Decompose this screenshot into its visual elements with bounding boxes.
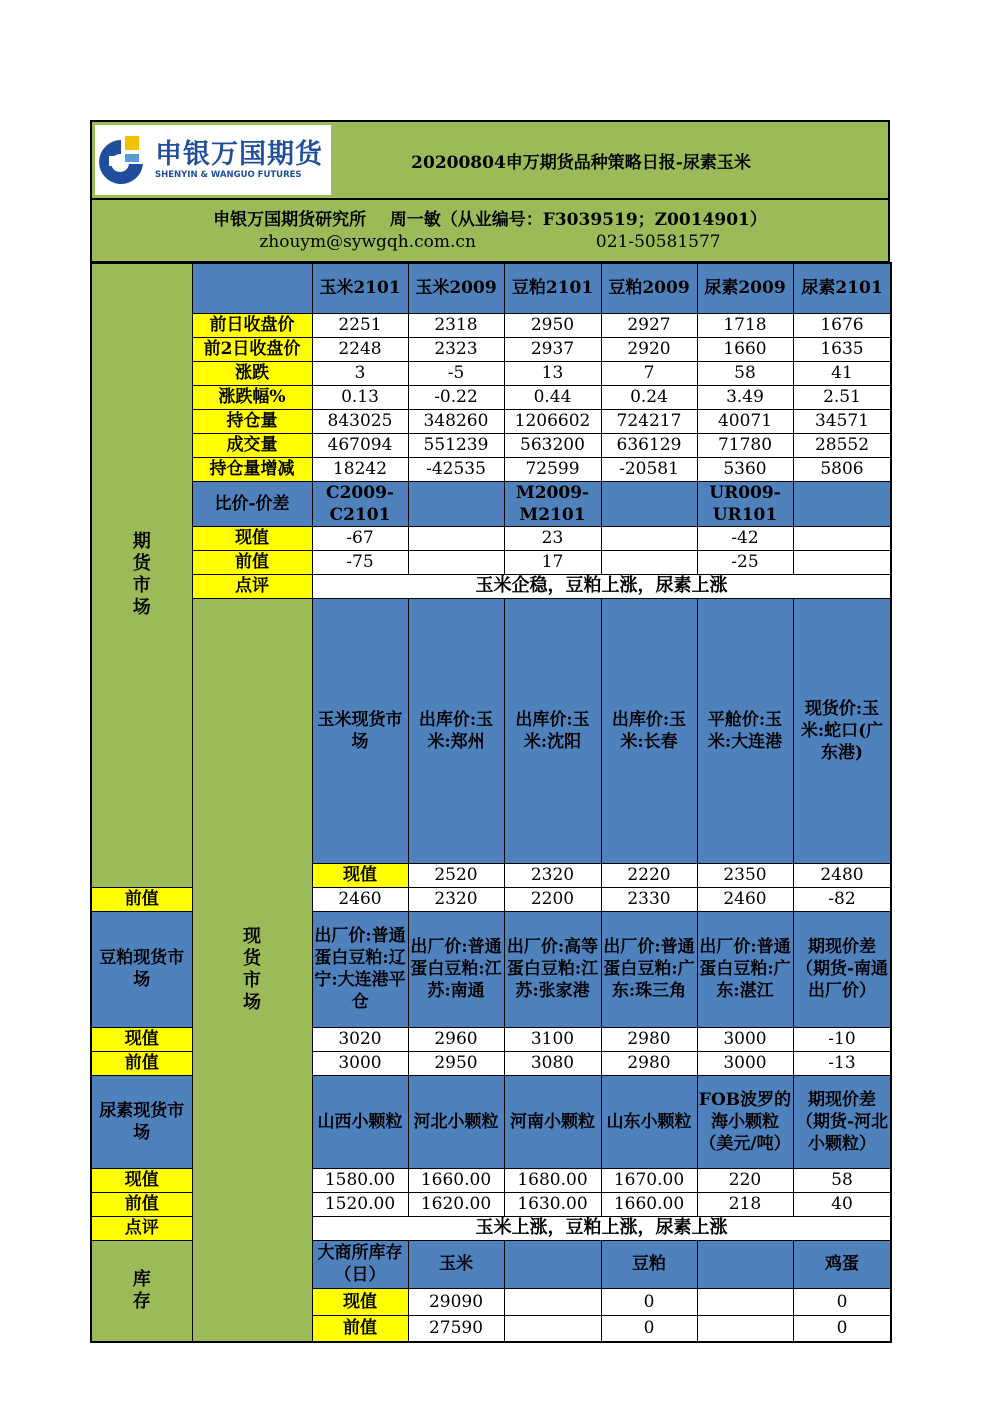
table-cell: 1676	[793, 313, 891, 337]
column-header: 豆粕2009	[601, 263, 697, 313]
table-cell	[793, 550, 891, 574]
table-cell	[504, 1315, 601, 1342]
table-cell: 563200	[504, 433, 601, 457]
column-header: 尿素2101	[793, 263, 891, 313]
table-cell: 2350	[697, 863, 793, 887]
column-header	[793, 481, 891, 526]
row-label: 前日收盘价	[192, 313, 312, 337]
table-cell: 3020	[312, 1027, 408, 1051]
column-header: 出库价:玉米:沈阳	[504, 598, 601, 863]
table-cell: 2960	[408, 1027, 504, 1051]
table-cell: 71780	[697, 433, 793, 457]
table-cell: 2248	[312, 337, 408, 361]
table-cell: 23	[504, 526, 601, 550]
column-header: 出库价:玉米:长春	[601, 598, 697, 863]
header-row	[91, 598, 891, 863]
company-logo	[95, 125, 331, 195]
table-cell: 2920	[601, 337, 697, 361]
row-label: 现值	[312, 1288, 408, 1315]
author-email: zhouym@sywgqh.com.cn	[259, 231, 476, 252]
table-row	[91, 457, 891, 481]
table-cell: 5806	[793, 457, 891, 481]
table-cell	[601, 550, 697, 574]
column-header: 山西小颗粒	[312, 1075, 408, 1168]
table-cell: 0	[601, 1288, 697, 1315]
table-cell: 1670.00	[601, 1168, 697, 1192]
column-header	[408, 481, 504, 526]
table-cell: 1580.00	[312, 1168, 408, 1192]
author-line: 申银万国期货研究所 周一敏（从业编号：F3039519；Z0014901）	[213, 209, 767, 230]
row-label: 比价-价差	[192, 481, 312, 526]
author-info	[90, 200, 890, 262]
table-cell: 2460	[697, 887, 793, 911]
column-header: 出库价:玉米:郑州	[408, 598, 504, 863]
table-row	[91, 361, 891, 385]
row-label: 前值	[192, 550, 312, 574]
table-cell: 348260	[408, 409, 504, 433]
logo-mark-icon	[95, 134, 151, 186]
table-cell: 2520	[408, 863, 504, 887]
row-label: 涨跌	[192, 361, 312, 385]
table-cell: 1630.00	[504, 1192, 601, 1216]
column-header	[697, 1240, 793, 1288]
table-cell: -20581	[601, 457, 697, 481]
table-cell	[697, 1288, 793, 1315]
column-header: 玉米2009	[408, 263, 504, 313]
report-header	[90, 120, 890, 200]
column-header: 鸡蛋	[793, 1240, 891, 1288]
table-cell: 29090	[408, 1288, 504, 1315]
column-header: 河南小颗粒	[504, 1075, 601, 1168]
table-row	[91, 433, 891, 457]
table-cell: -67	[312, 526, 408, 550]
column-header	[504, 1240, 601, 1288]
table-cell: 843025	[312, 409, 408, 433]
table-row	[91, 409, 891, 433]
row-label: 大商所库存（日）	[312, 1240, 408, 1288]
table-cell: 2927	[601, 313, 697, 337]
table-cell: 220	[697, 1168, 793, 1192]
table-cell: 1620.00	[408, 1192, 504, 1216]
column-header: UR009-UR101	[697, 481, 793, 526]
column-header: C2009-C2101	[312, 481, 408, 526]
table-cell	[408, 526, 504, 550]
table-cell: 40	[793, 1192, 891, 1216]
column-header: M2009-M2101	[504, 481, 601, 526]
section-inventory: 库 存	[91, 1240, 192, 1342]
section-spot: 现 货 市 场	[192, 598, 312, 1342]
logo-english-text: SHENYIN & WANGUO FUTURES	[155, 169, 302, 180]
comment-text: 玉米上涨，豆粕上涨，尿素上涨	[312, 1216, 891, 1240]
report-sheet	[90, 120, 890, 1343]
author-phone: 021-50581577	[595, 231, 721, 252]
table-cell: -0.22	[408, 385, 504, 409]
table-cell: 5360	[697, 457, 793, 481]
table-cell: 18242	[312, 457, 408, 481]
table-cell: 3000	[697, 1027, 793, 1051]
row-label: 持仓量增减	[192, 457, 312, 481]
row-label: 玉米现货市场	[312, 598, 408, 863]
table-cell: 0	[601, 1315, 697, 1342]
row-label: 前值	[91, 1192, 192, 1216]
table-cell: 1660	[697, 337, 793, 361]
column-header: 出厂价:普通蛋白豆粕:江苏:南通	[408, 911, 504, 1027]
column-header	[601, 481, 697, 526]
section-futures: 期 货 市 场	[91, 263, 192, 887]
table-cell: 28552	[793, 433, 891, 457]
table-cell: 72599	[504, 457, 601, 481]
table-cell: 1206602	[504, 409, 601, 433]
comment-row	[91, 574, 891, 598]
table-cell: 0.44	[504, 385, 601, 409]
table-cell: 7	[601, 361, 697, 385]
table-cell: 27590	[408, 1315, 504, 1342]
table-cell: 2950	[504, 313, 601, 337]
row-label: 现值	[91, 1168, 192, 1192]
table-cell: -10	[793, 1027, 891, 1051]
column-header: 豆粕2101	[504, 263, 601, 313]
comment-text: 玉米企稳，豆粕上涨，尿素上涨	[312, 574, 891, 598]
row-label: 前值	[91, 887, 192, 911]
logo-chinese-text: 申银万国期货	[155, 138, 323, 170]
table-cell	[793, 526, 891, 550]
column-header: 出厂价:普通蛋白豆粕:辽宁:大连港平仓	[312, 911, 408, 1027]
table-cell: -5	[408, 361, 504, 385]
column-header: 豆粕	[601, 1240, 697, 1288]
row-label: 前2日收盘价	[192, 337, 312, 361]
table-row	[91, 526, 891, 550]
column-header: 玉米	[408, 1240, 504, 1288]
table-cell: 2251	[312, 313, 408, 337]
row-label: 涨跌幅%	[192, 385, 312, 409]
table-cell: 1635	[793, 337, 891, 361]
table-cell: 2320	[504, 863, 601, 887]
column-header: 玉米2101	[312, 263, 408, 313]
table-cell	[601, 526, 697, 550]
table-cell: 2980	[601, 1051, 697, 1075]
table-cell: 40071	[697, 409, 793, 433]
table-cell: 2318	[408, 313, 504, 337]
table-cell: 2.51	[793, 385, 891, 409]
data-table	[90, 262, 892, 1343]
table-cell	[697, 1315, 793, 1342]
table-cell: 1660.00	[601, 1192, 697, 1216]
column-header: 尿素2009	[697, 263, 793, 313]
table-cell: 3	[312, 361, 408, 385]
table-cell: 636129	[601, 433, 697, 457]
header-row	[91, 263, 891, 313]
table-cell: 13	[504, 361, 601, 385]
table-cell: -82	[793, 887, 891, 911]
row-label: 现值	[91, 1027, 192, 1051]
table-cell: 2980	[601, 1027, 697, 1051]
table-cell: 2220	[601, 863, 697, 887]
row-label: 成交量	[192, 433, 312, 457]
row-label: 豆粕现货市场	[91, 911, 192, 1027]
column-header: 河北小颗粒	[408, 1075, 504, 1168]
table-cell: 0.13	[312, 385, 408, 409]
comment-label: 点评	[91, 1216, 192, 1240]
header-row	[91, 481, 891, 526]
table-cell: 2330	[601, 887, 697, 911]
column-header: 出厂价:高等蛋白豆粕:江苏:张家港	[504, 911, 601, 1027]
row-label: 现值	[312, 863, 408, 887]
table-cell: -42	[697, 526, 793, 550]
table-cell: 0	[793, 1315, 891, 1342]
table-cell: 2320	[408, 887, 504, 911]
comment-label: 点评	[192, 574, 312, 598]
table-row	[91, 385, 891, 409]
table-cell: 2200	[504, 887, 601, 911]
table-cell: 551239	[408, 433, 504, 457]
table-cell	[504, 1288, 601, 1315]
table-cell: 0	[793, 1288, 891, 1315]
column-header: 山东小颗粒	[601, 1075, 697, 1168]
table-cell: 3000	[312, 1051, 408, 1075]
table-cell: 1660.00	[408, 1168, 504, 1192]
row-label: 前值	[91, 1051, 192, 1075]
table-cell: 1520.00	[312, 1192, 408, 1216]
table-cell: -75	[312, 550, 408, 574]
column-header: 期现价差（期货-河北小颗粒）	[793, 1075, 891, 1168]
table-cell: 1680.00	[504, 1168, 601, 1192]
table-cell: -13	[793, 1051, 891, 1075]
table-cell: 34571	[793, 409, 891, 433]
table-cell: 3080	[504, 1051, 601, 1075]
row-label: 尿素现货市场	[91, 1075, 192, 1168]
table-cell: 467094	[312, 433, 408, 457]
table-cell: 3100	[504, 1027, 601, 1051]
row-label: 持仓量	[192, 409, 312, 433]
row-label	[192, 263, 312, 313]
table-cell: -42535	[408, 457, 504, 481]
table-cell: 2950	[408, 1051, 504, 1075]
table-cell: 58	[793, 1168, 891, 1192]
table-cell: 58	[697, 361, 793, 385]
table-cell: 1718	[697, 313, 793, 337]
table-cell: 0.24	[601, 385, 697, 409]
table-cell: 2937	[504, 337, 601, 361]
row-label: 现值	[192, 526, 312, 550]
table-row	[91, 550, 891, 574]
row-label: 前值	[312, 1315, 408, 1342]
column-header: 出厂价:普通蛋白豆粕:广东:珠三角	[601, 911, 697, 1027]
column-header: 期现价差（期货-南通出厂价）	[793, 911, 891, 1027]
report-title: 20200804申万期货品种策略日报-尿素玉米	[411, 152, 751, 173]
table-cell	[408, 550, 504, 574]
table-row	[91, 337, 891, 361]
column-header: 现货价:玉米:蛇口(广东港)	[793, 598, 891, 863]
table-cell: 41	[793, 361, 891, 385]
table-cell: 2323	[408, 337, 504, 361]
table-cell: 2460	[312, 887, 408, 911]
table-cell: -25	[697, 550, 793, 574]
column-header: 平舱价:玉米:大连港	[697, 598, 793, 863]
table-cell: 3.49	[697, 385, 793, 409]
table-cell: 17	[504, 550, 601, 574]
column-header: FOB波罗的海小颗粒（美元/吨）	[697, 1075, 793, 1168]
column-header: 出厂价:普通蛋白豆粕:广东:湛江	[697, 911, 793, 1027]
table-row	[91, 313, 891, 337]
table-cell: 3000	[697, 1051, 793, 1075]
table-cell: 218	[697, 1192, 793, 1216]
table-cell: 2480	[793, 863, 891, 887]
table-cell: 724217	[601, 409, 697, 433]
